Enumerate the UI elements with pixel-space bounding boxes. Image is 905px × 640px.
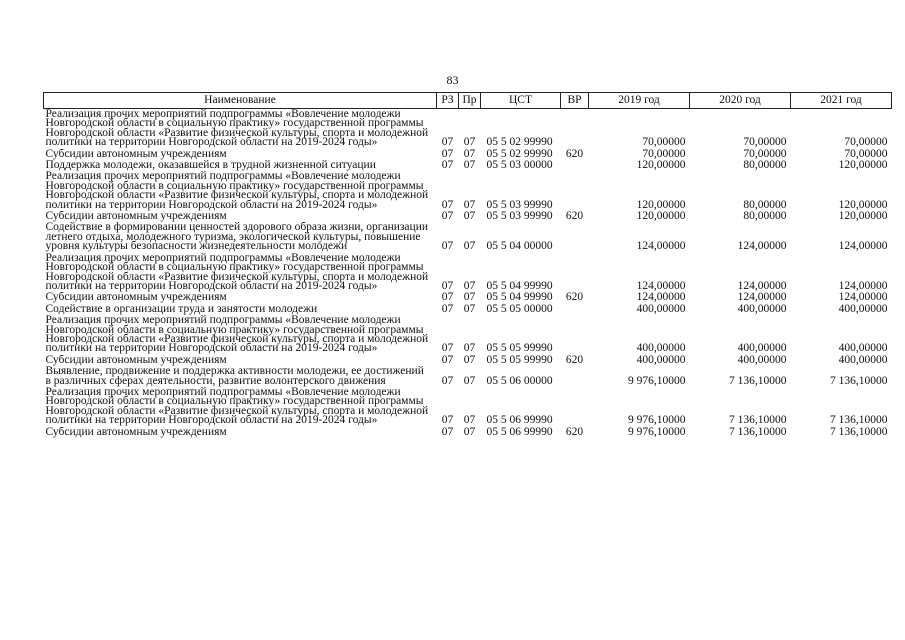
table-row [44,222,892,252]
row-name: Субсидии автономным учреждениям [45,292,227,304]
row-2020: 7 136,10000 [729,374,787,387]
row-pr: 07 [463,148,476,160]
row-2020: 124,00000 [737,292,787,304]
row-cst: 05 5 03 99990 [486,211,553,223]
row-cst: 05 5 06 99990 [486,414,553,427]
table-row [44,109,892,149]
row-2020: 124,00000 [737,279,787,292]
table-row [44,304,892,315]
row-cst: 05 5 06 00000 [486,374,553,387]
table-row [44,160,892,171]
row-pr: 07 [463,160,476,172]
page-number: 83 [446,73,459,87]
row-2021: 120,00000 [838,198,888,211]
row-2020: 124,00000 [737,240,787,253]
row-cst: 05 5 04 99990 [486,292,553,304]
budget-table [43,92,892,438]
row-name: Субсидии автономным учреждениям [45,148,227,160]
row-cst: 05 5 02 99990 [486,136,553,149]
header-pr: Пр [459,93,481,109]
row-pr: 07 [463,374,476,387]
row-2020: 80,00000 [743,198,787,211]
row-cst: 05 5 06 99990 [486,426,553,438]
row-name: Реализация прочих мероприятий подпрограммы «Вовлечение молодежи Новгородской области в социальную практику» государственной программы Новгородской области «Развитие физической культуры, спорта и молодежной политики на территории Новгородской области на 2019-2024 годы» [45,315,429,355]
row-2020: 70,00000 [743,136,787,149]
row-vr [561,160,589,171]
row-rz: 07 [441,374,454,387]
row-rz: 07 [441,426,454,438]
row-pr: 07 [463,292,476,304]
row-rz: 07 [441,148,454,160]
row-cst: 05 5 05 99990 [486,342,553,355]
row-name: Реализация прочих мероприятий подпрограммы «Вовлечение молодежи Новгородской области в социальную практику» государственной программы Новгородской области «Развитие физической культуры, спорта и молодежной политики на территории Новгородской области на 2019-2024 годы» [45,171,429,211]
row-2019: 120,00000 [636,160,686,172]
row-pr: 07 [463,303,476,315]
row-2021: 70,00000 [844,148,888,160]
table-row [44,315,892,355]
row-cst: 05 5 03 99990 [486,198,553,211]
row-rz: 07 [441,198,454,211]
row-cst: 05 5 02 99990 [486,148,553,160]
row-2019: 9 976,10000 [628,426,686,438]
row-2020: 400,00000 [737,303,787,315]
row-2019: 124,00000 [636,279,686,292]
header-rz: РЗ [437,93,459,109]
row-rz: 07 [441,160,454,172]
row-2019: 400,00000 [636,354,686,366]
row-rz: 07 [441,303,454,315]
row-vr: 620 [565,292,584,304]
row-vr [561,222,589,252]
row-2021: 7 136,10000 [830,374,888,387]
row-2021: 124,00000 [838,292,888,304]
row-vr: 620 [565,211,584,223]
row-2021: 7 136,10000 [830,414,888,427]
table-row [44,211,892,222]
header-name: Наименование [44,93,437,109]
row-pr: 07 [463,211,476,223]
row-vr [561,315,589,355]
row-2021: 120,00000 [838,211,888,223]
row-2021: 400,00000 [838,342,888,355]
row-2019: 124,00000 [636,292,686,304]
table-header-row [44,93,892,109]
row-rz: 07 [441,354,454,366]
row-vr: 620 [565,426,584,438]
row-name: Выявление, продвижение и поддержка активности молодежи, ее достижений в различных сферах деятельности, развитие волонтерского движения [45,366,424,387]
row-name: Реализация прочих мероприятий подпрограммы «Вовлечение молодежи Новгородской области в социальную практику» государственной программы Новгородской области «Развитие физической культуры, спорта и молодежной политики на территории Новгородской области на 2019-2024 годы» [45,386,429,427]
row-rz: 07 [441,211,454,223]
row-rz: 07 [441,292,454,304]
row-2021: 7 136,10000 [830,426,888,438]
row-vr [561,387,589,427]
row-name: Субсидии автономным учреждениям [45,211,227,223]
row-name: Реализация прочих мероприятий подпрограммы «Вовлечение молодежи Новгородской области в социальную практику» государственной программы Новгородской области «Развитие физической культуры, спорта и молодежной политики на территории Новгородской области на 2019-2024 годы» [45,108,429,149]
row-name: Содействие в формировании ценностей здорового образа жизни, организации летнего отдыха, молодежного туризма, экологической культуры, повышение уровня культуры безопасности жизнедеятельности молодежи [45,222,429,253]
row-cst: 05 5 04 99990 [486,279,553,292]
row-vr [561,253,589,293]
row-pr: 07 [463,198,476,211]
header-cst: ЦСТ [481,93,561,109]
table-row [44,427,892,438]
table-row [44,355,892,366]
header-2021: 2021 год [791,93,892,109]
row-2019: 120,00000 [636,211,686,223]
table-row [44,149,892,160]
row-rz: 07 [441,136,454,149]
row-2020: 70,00000 [743,148,787,160]
row-2021: 124,00000 [838,240,888,253]
row-2019: 70,00000 [642,148,686,160]
row-vr [561,366,589,387]
table-row [44,292,892,303]
row-2020: 400,00000 [737,354,787,366]
row-2020: 400,00000 [737,342,787,355]
row-vr: 620 [565,148,584,160]
row-2021: 400,00000 [838,303,888,315]
row-pr: 07 [463,342,476,355]
row-name: Субсидии автономным учреждениям [45,354,227,366]
row-2019: 400,00000 [636,342,686,355]
table-row [44,366,892,387]
row-pr: 07 [463,136,476,149]
row-2020: 7 136,10000 [729,414,787,427]
row-2021: 70,00000 [844,136,888,149]
row-rz: 07 [441,240,454,253]
row-cst: 05 5 05 99990 [486,354,553,366]
row-name: Содействие в организации труда и занятости молодежи [45,303,318,315]
row-cst: 05 5 03 00000 [486,160,553,172]
row-rz: 07 [441,342,454,355]
table-row [44,253,892,293]
row-2019: 9 976,10000 [628,374,686,387]
row-2021: 400,00000 [838,354,888,366]
header-2020: 2020 год [690,93,791,109]
header-2019: 2019 год [589,93,690,109]
row-2019: 120,00000 [636,198,686,211]
row-vr [561,171,589,211]
row-2019: 9 976,10000 [628,414,686,427]
row-cst: 05 5 05 00000 [486,303,553,315]
row-pr: 07 [463,240,476,253]
row-pr: 07 [463,279,476,292]
row-vr: 620 [565,354,584,366]
row-pr: 07 [463,354,476,366]
row-2019: 70,00000 [642,136,686,149]
row-2021: 124,00000 [838,279,888,292]
row-name: Реализация прочих мероприятий подпрограммы «Вовлечение молодежи Новгородской области в социальную практику» государственной программы Новгородской области «Развитие физической культуры, спорта и молодежной политики на территории Новгородской области на 2019-2024 годы» [45,252,429,292]
table-row [44,387,892,427]
row-rz: 07 [441,414,454,427]
row-2020: 7 136,10000 [729,426,787,438]
row-2019: 400,00000 [636,303,686,315]
row-2021: 120,00000 [838,160,888,172]
row-pr: 07 [463,414,476,427]
header-vr: ВР [561,93,589,109]
row-2019: 124,00000 [636,240,686,253]
row-vr [561,109,589,149]
row-name: Субсидии автономным учреждениям [45,426,227,438]
row-2020: 80,00000 [743,160,787,172]
row-cst: 05 5 04 00000 [486,240,553,253]
row-vr [561,304,589,315]
table-row [44,171,892,211]
row-pr: 07 [463,426,476,438]
row-rz: 07 [441,279,454,292]
row-2020: 80,00000 [743,211,787,223]
row-name: Поддержка молодежи, оказавшейся в трудной жизненной ситуации [45,160,376,172]
